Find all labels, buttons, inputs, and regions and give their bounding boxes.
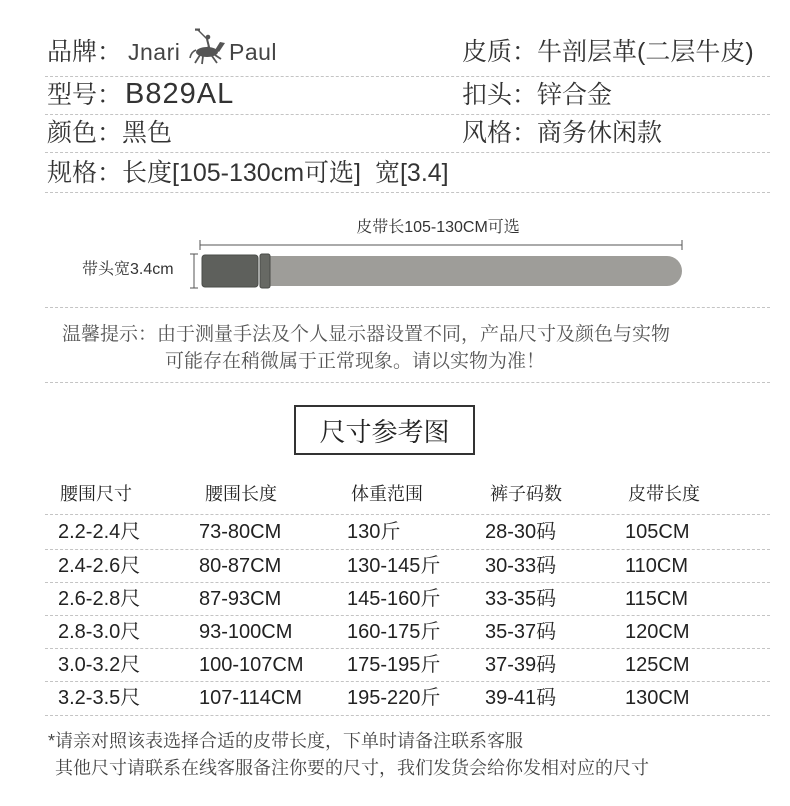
leather-label: 皮质：	[462, 38, 538, 66]
table-cell: 30-33码	[485, 555, 557, 577]
notice-line-2: 可能存在稍微属于正常现象。请以实物为准！	[165, 351, 546, 372]
belt-length-label: 皮带长105-130CM可选	[356, 219, 520, 236]
leather-spec	[462, 37, 754, 67]
table-header-weight-range: 体重范围	[351, 484, 423, 504]
buckle-label: 扣头：	[462, 81, 538, 109]
table-cell: 130斤	[347, 521, 401, 543]
horse-leg	[195, 55, 200, 63]
size-chart-title: 尺寸参考图	[294, 405, 475, 455]
divider	[45, 76, 770, 77]
table-cell: 35-37码	[485, 621, 557, 643]
table-cell: 125CM	[625, 654, 690, 676]
divider	[45, 382, 770, 383]
size-label: 规格：	[47, 159, 123, 187]
table-header-belt-length: 皮带长度	[628, 484, 700, 504]
table-divider	[45, 582, 770, 583]
horse-leg	[202, 56, 203, 64]
notice-line-1: 温馨提示：由于测量手法及个人显示器设置不同，产品尺寸及颜色与实物	[62, 324, 671, 345]
size-spec	[47, 158, 449, 188]
leather-value: 牛剖层革(二层牛皮)	[537, 38, 754, 66]
table-cell: 130CM	[625, 687, 690, 709]
table-cell: 2.8-3.0尺	[58, 621, 141, 643]
style-value: 商务休闲款	[537, 119, 663, 147]
color-value: 黑色	[122, 119, 173, 147]
table-cell: 160-175斤	[347, 621, 441, 643]
table-cell: 3.2-3.5尺	[58, 687, 141, 709]
table-divider	[45, 715, 770, 716]
belt-strap	[268, 256, 682, 286]
style-spec	[462, 118, 662, 148]
table-cell: 73-80CM	[199, 521, 282, 543]
color-label: 颜色：	[47, 119, 123, 147]
table-cell: 2.4-2.6尺	[58, 555, 141, 577]
model-value: B829AL	[125, 78, 235, 110]
horse-neck	[215, 42, 225, 52]
table-cell: 120CM	[625, 621, 690, 643]
divider	[45, 114, 770, 115]
color-spec	[47, 118, 172, 148]
belt-buckle	[202, 255, 258, 287]
table-cell: 145-160斤	[347, 588, 441, 610]
table-header-waist-size: 腰围尺寸	[60, 484, 132, 504]
table-header-waist-length: 腰围长度	[205, 484, 277, 504]
table-divider	[45, 549, 770, 550]
table-cell: 37-39码	[485, 654, 557, 676]
footer-note-1: *请亲对照该表选择合适的皮带长度，下单时请备注联系客服	[48, 731, 524, 751]
table-cell: 3.0-3.2尺	[58, 654, 141, 676]
table-cell: 175-195斤	[347, 654, 441, 676]
mallet-head	[195, 29, 200, 31]
table-cell: 2.2-2.4尺	[58, 521, 141, 543]
table-cell: 115CM	[625, 588, 688, 610]
table-cell: 28-30码	[485, 521, 557, 543]
belt-diagram	[0, 235, 790, 295]
divider	[45, 307, 770, 308]
table-divider	[45, 615, 770, 616]
table-cell: 107-114CM	[199, 687, 303, 709]
table-cell: 39-41码	[485, 687, 557, 709]
horse-leg	[212, 56, 217, 63]
polo-horse-logo-icon	[188, 28, 228, 66]
brand-name-right: Paul	[229, 39, 278, 65]
footer-note-2: 其他尺寸请联系在线客服备注你要的尺寸，我们发货会给你发相对应的尺寸	[55, 758, 649, 778]
table-cell: 2.6-2.8尺	[58, 588, 141, 610]
buckle-width-label: 带头宽3.4cm	[82, 261, 174, 278]
size-length-value: 长度[105-130cm可选]	[122, 159, 361, 187]
model-label: 型号：	[47, 81, 123, 109]
polo-mallet	[198, 30, 208, 40]
buckle-value: 锌合金	[537, 81, 613, 109]
brand-label: 品牌：	[47, 38, 123, 66]
divider	[45, 192, 770, 193]
brand-name-left: Jnari	[128, 39, 181, 65]
table-cell: 130-145斤	[347, 555, 441, 577]
table-cell: 87-93CM	[199, 588, 282, 610]
buckle-spec	[462, 80, 612, 110]
table-cell: 80-87CM	[199, 555, 282, 577]
table-cell: 195-220斤	[347, 687, 441, 709]
divider	[45, 152, 770, 153]
horse-tail	[190, 50, 196, 58]
table-cell: 100-107CM	[199, 654, 304, 676]
table-cell: 33-35码	[485, 588, 557, 610]
table-divider	[45, 514, 770, 515]
horse-leg	[215, 55, 221, 59]
table-cell: 93-100CM	[199, 621, 293, 643]
size-width-value: 宽[3.4]	[374, 159, 449, 187]
table-header-pants-size: 裤子码数	[490, 484, 562, 504]
table-divider	[45, 681, 770, 682]
table-divider	[45, 648, 770, 649]
table-cell: 110CM	[625, 555, 688, 577]
style-label: 风格：	[462, 119, 538, 147]
table-cell: 105CM	[625, 521, 690, 543]
belt-keeper-loop	[260, 254, 270, 288]
